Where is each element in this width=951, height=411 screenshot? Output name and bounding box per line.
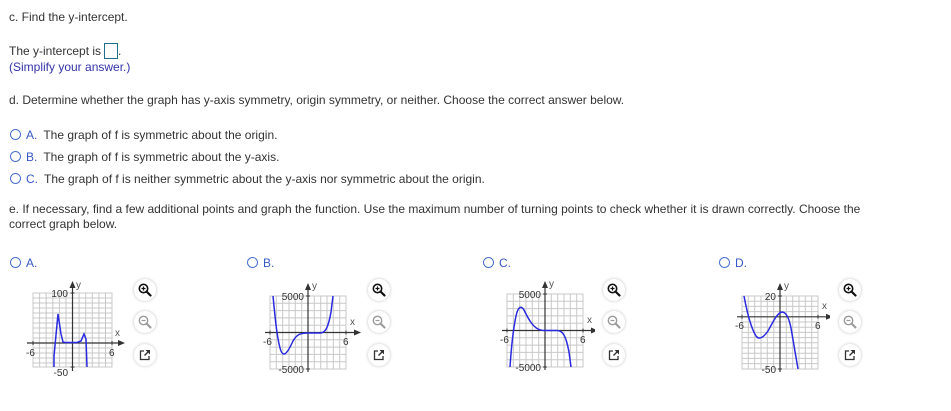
y-min-label: -50: [761, 365, 776, 376]
x-min-label: -6: [263, 337, 272, 348]
zoom-out-button[interactable]: [603, 311, 625, 333]
option-letter: C.: [26, 172, 38, 186]
option-letter: C.: [499, 256, 511, 270]
y-axis-label: y: [784, 281, 789, 292]
x-min-label: -6: [735, 321, 744, 332]
y-min-label: -5000: [278, 365, 304, 376]
zoom-out-icon: [607, 315, 621, 329]
radio-button[interactable]: [483, 257, 494, 268]
graph-d[interactable]: [720, 272, 830, 380]
zoom-out-icon: [138, 315, 152, 329]
open-new-window-button[interactable]: [134, 344, 156, 366]
open-in-new-window-icon: [138, 348, 152, 362]
zoom-in-icon: [607, 283, 621, 297]
option-letter: B.: [26, 150, 38, 164]
x-max-label: 6: [109, 348, 115, 359]
x-min-label: -6: [500, 335, 509, 346]
graph-a[interactable]: [25, 272, 135, 380]
x-axis-label: x: [822, 301, 827, 312]
x-min-label: -6: [26, 348, 35, 359]
option-letter: B.: [263, 256, 275, 270]
x-max-label: 6: [815, 321, 821, 332]
part-e-heading-line1: e. If necessary, find a few additional points and graph the function. Use the maximum number of turning points to check whether it is drawn correctly. Choose the: [9, 202, 861, 216]
x-axis-label: x: [115, 328, 120, 339]
option-text: The graph of f is symmetric about the y-axis.: [43, 150, 280, 164]
zoom-in-button[interactable]: [603, 279, 625, 301]
zoom-out-button[interactable]: [839, 311, 861, 333]
zoom-in-button[interactable]: [839, 279, 861, 301]
radio-button[interactable]: [10, 173, 21, 184]
y-axis-label: y: [312, 281, 317, 292]
zoom-in-button[interactable]: [368, 279, 390, 301]
x-max-label: 6: [343, 337, 349, 348]
period: .: [118, 44, 122, 58]
option-letter: A.: [26, 128, 38, 142]
x-max-label: 6: [580, 335, 586, 346]
graph-option-d[interactable]: [719, 256, 753, 270]
zoom-out-button[interactable]: [368, 311, 390, 333]
zoom-in-button[interactable]: [134, 279, 156, 301]
radio-button[interactable]: [10, 257, 21, 268]
y-min-label: -50: [53, 368, 68, 379]
radio-button[interactable]: [719, 257, 730, 268]
open-in-new-window-icon: [372, 348, 386, 362]
y-max-label: 5000: [281, 292, 304, 303]
y-axis-label: y: [76, 280, 81, 291]
graph-option-b[interactable]: [247, 256, 280, 270]
part-e-heading-line2: correct graph below.: [9, 217, 118, 231]
symmetry-option-c[interactable]: [10, 172, 485, 186]
y-intercept-input[interactable]: [104, 43, 118, 59]
x-axis-label: x: [350, 317, 355, 328]
graph-option-a[interactable]: [10, 256, 43, 270]
simplify-hint: (Simplify your answer.): [9, 60, 131, 74]
y-intercept-prompt: The y-intercept is: [9, 44, 102, 58]
zoom-in-icon: [843, 283, 857, 297]
part-c-heading: c. Find the y-intercept.: [9, 10, 128, 24]
open-in-new-window-icon: [607, 348, 621, 362]
zoom-out-button[interactable]: [134, 311, 156, 333]
zoom-out-icon: [372, 315, 386, 329]
open-in-new-window-icon: [843, 348, 857, 362]
zoom-in-icon: [372, 283, 386, 297]
symmetry-option-a[interactable]: [10, 128, 277, 142]
y-max-label: 20: [764, 292, 776, 303]
option-text: The graph of f is symmetric about the origin.: [43, 128, 278, 142]
y-intercept-prompt-row: [9, 43, 121, 59]
option-text: The graph of f is neither symmetric about the y-axis nor symmetric about the origin.: [44, 172, 485, 186]
zoom-in-icon: [138, 283, 152, 297]
graph-option-c[interactable]: [483, 256, 517, 270]
open-new-window-button[interactable]: [368, 344, 390, 366]
graph-b[interactable]: [255, 272, 365, 380]
option-letter: D.: [735, 256, 747, 270]
option-letter: A.: [26, 256, 38, 270]
y-axis-label: y: [549, 279, 554, 290]
x-axis-label: x: [587, 315, 592, 326]
y-max-label: 5000: [518, 290, 541, 301]
radio-button[interactable]: [10, 129, 21, 140]
radio-button[interactable]: [10, 151, 21, 162]
symmetry-option-b[interactable]: [10, 150, 279, 164]
radio-button[interactable]: [247, 257, 258, 268]
part-d-heading: d. Determine whether the graph has y-axis symmetry, origin symmetry, or neither. Choose the correct answer below.: [9, 93, 625, 107]
graph-c[interactable]: [485, 272, 595, 380]
open-new-window-button[interactable]: [603, 344, 625, 366]
zoom-out-icon: [843, 315, 857, 329]
y-max-label: 100: [51, 289, 68, 300]
open-new-window-button[interactable]: [839, 344, 861, 366]
y-min-label: -5000: [515, 363, 541, 374]
